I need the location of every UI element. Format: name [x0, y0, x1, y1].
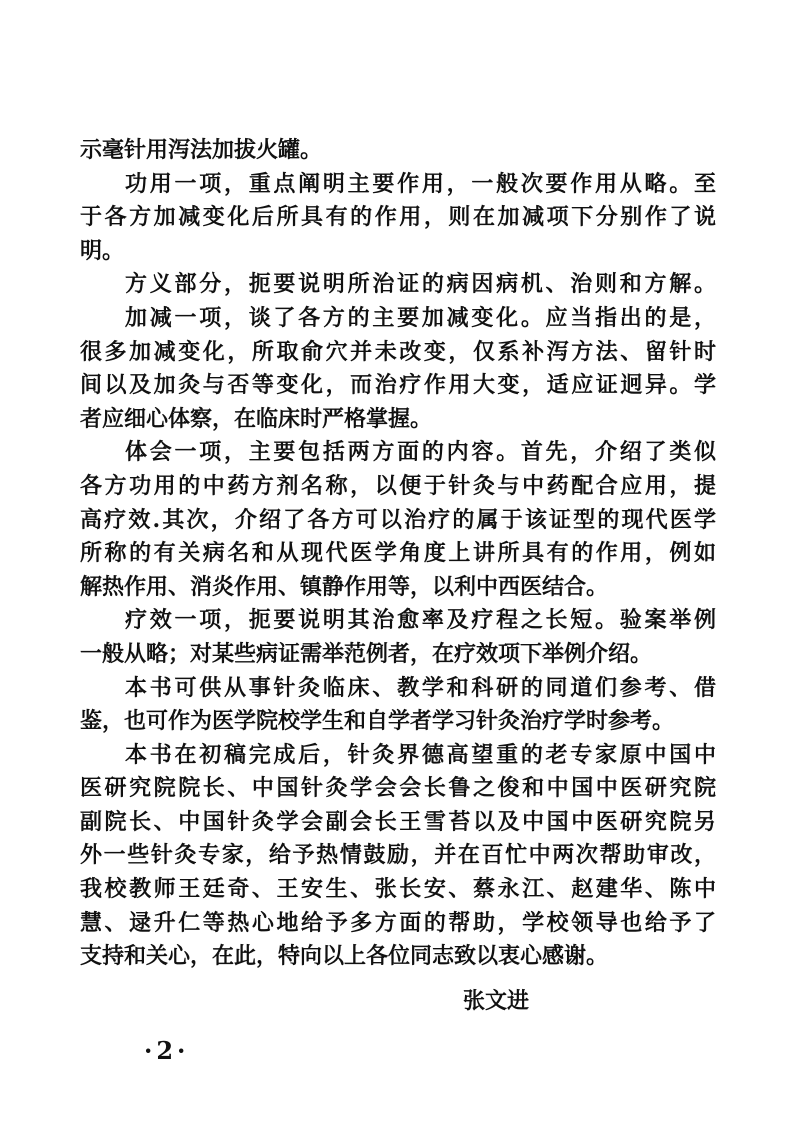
text-line: 一般从略；对某些病证需举范例者，在疗效项下举例介绍。 [80, 640, 653, 667]
text-line: 各方功用的中药方剂名称，以便于针灸与中药配合应用，提 [80, 472, 716, 499]
body-text [80, 134, 716, 974]
text-line: 明。 [80, 237, 125, 264]
text-line: 本书可供从事针灸临床、教学和科研的同道们参考、借 [125, 674, 716, 701]
text-line: 解热作用、消炎作用、镇静作用等，以利中西医结合。 [80, 573, 609, 600]
text-line: 功用一项，重点阐明主要作用，一般次要作用从略。至 [125, 170, 716, 197]
text-line: 者应细心体察，在临床时严格掌握。 [80, 405, 433, 432]
text-line: 支持和关心，在此，特向以上各位同志致以衷心感谢。 [80, 943, 609, 970]
text-line: 方义部分，扼要说明所治证的病因病机、治则和方解。 [125, 271, 716, 298]
text-line: 鉴，也可作为医学院校学生和自学者学习针灸治疗学时参考。 [80, 708, 675, 735]
text-line: 示毫针用泻法加拔火罐。 [80, 137, 323, 163]
text-line: 所称的有关病名和从现代医学角度上讲所具有的作用，例如 [80, 540, 716, 567]
text-line: 加减一项，谈了各方的主要加减变化。应当指出的是， [125, 304, 716, 331]
text-line: 本书在初稿完成后，针灸界德高望重的老专家原中国中 [125, 741, 716, 768]
text-line: 慧、逯升仁等热心地给予多方面的帮助，学校领导也给予了 [80, 909, 716, 936]
author-signature: 张文进 [463, 988, 530, 1014]
text-line: 很多加减变化，所取俞穴并未改变，仅系补泻方法、留针时 [80, 338, 716, 365]
text-line: 疗效一项，扼要说明其治愈率及疗程之长短。验案举例 [125, 607, 716, 634]
text-line: 于各方加减变化后所具有的作用，则在加减项下分别作了说 [80, 204, 716, 231]
text-line: 体会一项，主要包括两方面的内容。首先，介绍了类似 [125, 439, 716, 466]
text-line: 我校教师王廷奇、王安生、张长安、蔡永江、赵建华、陈中 [80, 876, 716, 903]
text-line: 副院长、中国针灸学会副会长王雪苔以及中国中医研究院另 [80, 808, 716, 835]
text-line: 高疗效.其次，介绍了各方可以治疗的属于该证型的现代医学 [80, 506, 716, 533]
text-line: 间以及加灸与否等变化，而治疗作用大变，适应证迥异。学 [80, 372, 716, 399]
page-number: ·2· [144, 1036, 190, 1065]
text-line: 医研究院院长、中国针灸学会会长鲁之俊和中国中医研究院 [80, 775, 716, 802]
text-line: 外一些针灸专家，给予热情鼓励，并在百忙中两次帮助审改， [80, 842, 716, 869]
